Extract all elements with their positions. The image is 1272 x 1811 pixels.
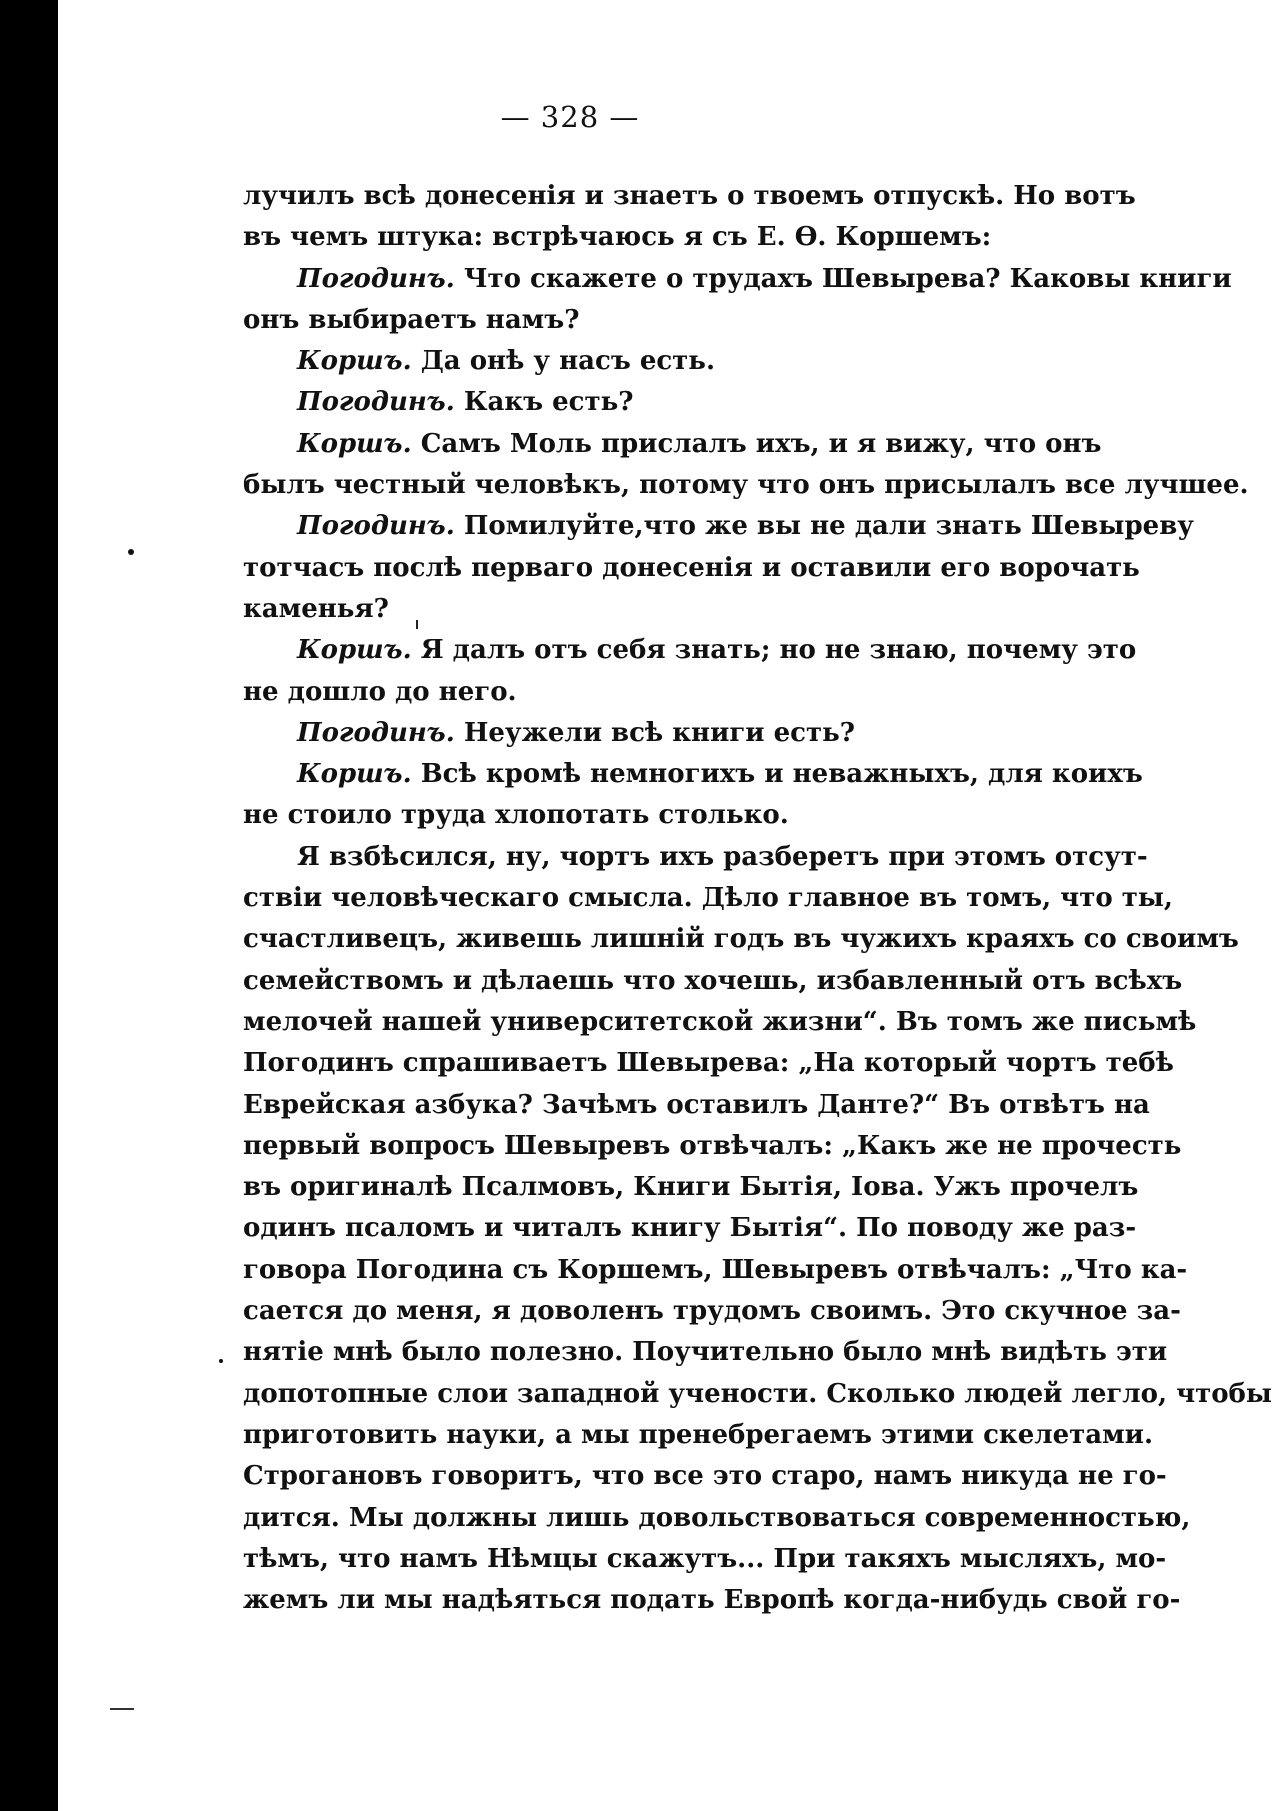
text-line: каменья? xyxy=(243,593,389,624)
text-line: въ оригиналѣ Псалмовъ, Книги Бытія, Іова. Ужъ прочелъ xyxy=(243,1172,1139,1203)
text-line: жемъ ли мы надѣяться подать Европѣ когда-нибудь свой го- xyxy=(243,1585,1181,1616)
text-line: въ чемъ штука: встрѣчаюсь я съ Е. Ѳ. Коршемъ: xyxy=(243,222,992,253)
text-line: сается до меня, я доволенъ трудомъ своимъ. Это скучное за- xyxy=(243,1296,1181,1327)
scan-edge-notch xyxy=(0,1660,44,1811)
speaker-name: Коршъ. xyxy=(297,759,412,790)
dialogue-line: Коршъ. Всѣ кромѣ немногихъ и неважныхъ, для коихъ xyxy=(297,759,1143,790)
text-line: Строгановъ говоритъ, что все это старо, намъ никуда не го- xyxy=(243,1461,1167,1492)
text-line: первый вопросъ Шевыревъ отвѣчалъ: „Какъ же не прочесть xyxy=(243,1130,1182,1161)
text-line: не дошло до него. xyxy=(243,676,517,707)
dialogue-line: Погодинъ. Какъ есть? xyxy=(297,387,634,418)
dialogue-line: Коршъ. Да онѣ у насъ есть. xyxy=(297,346,715,377)
speaker-name: Коршъ. xyxy=(297,346,412,377)
body-text xyxy=(243,176,1272,1621)
speaker-name: Погодинъ. xyxy=(297,511,455,542)
dialogue-line: Коршъ. Самъ Моль прислалъ ихъ, и я вижу, что онъ xyxy=(297,428,1102,459)
margin-speck xyxy=(219,1359,223,1363)
speaker-name: Коршъ. xyxy=(297,635,412,666)
text-line: дится. Мы должны лишь довольствоваться современностью, xyxy=(243,1502,1191,1533)
scan-edge xyxy=(0,0,58,1811)
text-line: Я взбѣсился, ну, чортъ ихъ разберетъ при этомъ отсут- xyxy=(297,841,1148,872)
text-line: одинъ псаломъ и читалъ книгу Бытія“. По поводу же раз- xyxy=(243,1213,1137,1244)
speaker-name: Погодинъ. xyxy=(297,717,455,748)
text-line: лучилъ всѣ донесенія и знаетъ о твоемъ отпускѣ. Но вотъ xyxy=(243,181,1136,211)
text-line: нятіе мнѣ было полезно. Поучительно было мнѣ видѣть эти xyxy=(243,1337,1168,1368)
text-line: счастливецъ, живешь лишній годъ въ чужихъ краяхъ со своимъ xyxy=(243,924,1239,955)
text-line: семействомъ и дѣлаешь что хочешь, избавленный отъ всѣхъ xyxy=(243,965,1183,996)
dialogue-line: Погодинъ. Помилуйте,что же вы не дали знать Шевыреву xyxy=(297,511,1194,542)
speaker-name: Погодинъ. xyxy=(297,387,455,418)
speaker-name: Погодинъ. xyxy=(297,263,455,294)
text-line: Еврейская азбука? Зачѣмъ оставилъ Данте?“ Въ отвѣтъ на xyxy=(243,1089,1150,1120)
dialogue-line: Погодинъ. Что скажете о трудахъ Шевырева? Каковы книги xyxy=(297,263,1232,294)
text-line: тѣмъ, что намъ Нѣмцы скажутъ... При такяхъ мысляхъ, мо- xyxy=(243,1543,1167,1574)
text-line: говора Погодина съ Коршемъ, Шевыревъ отвѣчалъ: „Что ка- xyxy=(243,1254,1188,1285)
dialogue-line: Погодинъ. Неужели всѣ книги есть? xyxy=(297,717,855,748)
text-line: тотчасъ послѣ перваго донесенія и оставили его ворочать xyxy=(243,552,1140,583)
text-line: допотопные слои западной учености. Сколько людей легло, чтобы xyxy=(243,1378,1272,1409)
page-number: — 328 — xyxy=(500,100,640,134)
text-line: не стоило труда хлопотать столько. xyxy=(243,800,789,831)
margin-speck xyxy=(110,1708,134,1710)
margin-speck xyxy=(128,549,134,555)
text-line: ствіи человѣческаго смысла. Дѣло главное въ томъ, что ты, xyxy=(243,883,1173,914)
text-line: онъ выбираетъ намъ? xyxy=(243,304,580,335)
text-line: мелочей нашей университетской жизни“. Въ томъ же письмѣ xyxy=(243,1006,1197,1037)
margin-speck xyxy=(416,620,418,629)
text-line: Погодинъ спрашиваетъ Шевырева: „На который чортъ тебѣ xyxy=(243,1048,1174,1079)
dialogue-line: Коршъ. Я далъ отъ себя знать; но не знаю, почему это xyxy=(297,635,1137,666)
speaker-name: Коршъ. xyxy=(297,428,412,459)
text-line: былъ честный человѣкъ, потому что онъ присылалъ все лучшее. xyxy=(243,470,1249,501)
text-line: приготовить науки, а мы пренебрегаемъ этими скелетами. xyxy=(243,1419,1153,1450)
